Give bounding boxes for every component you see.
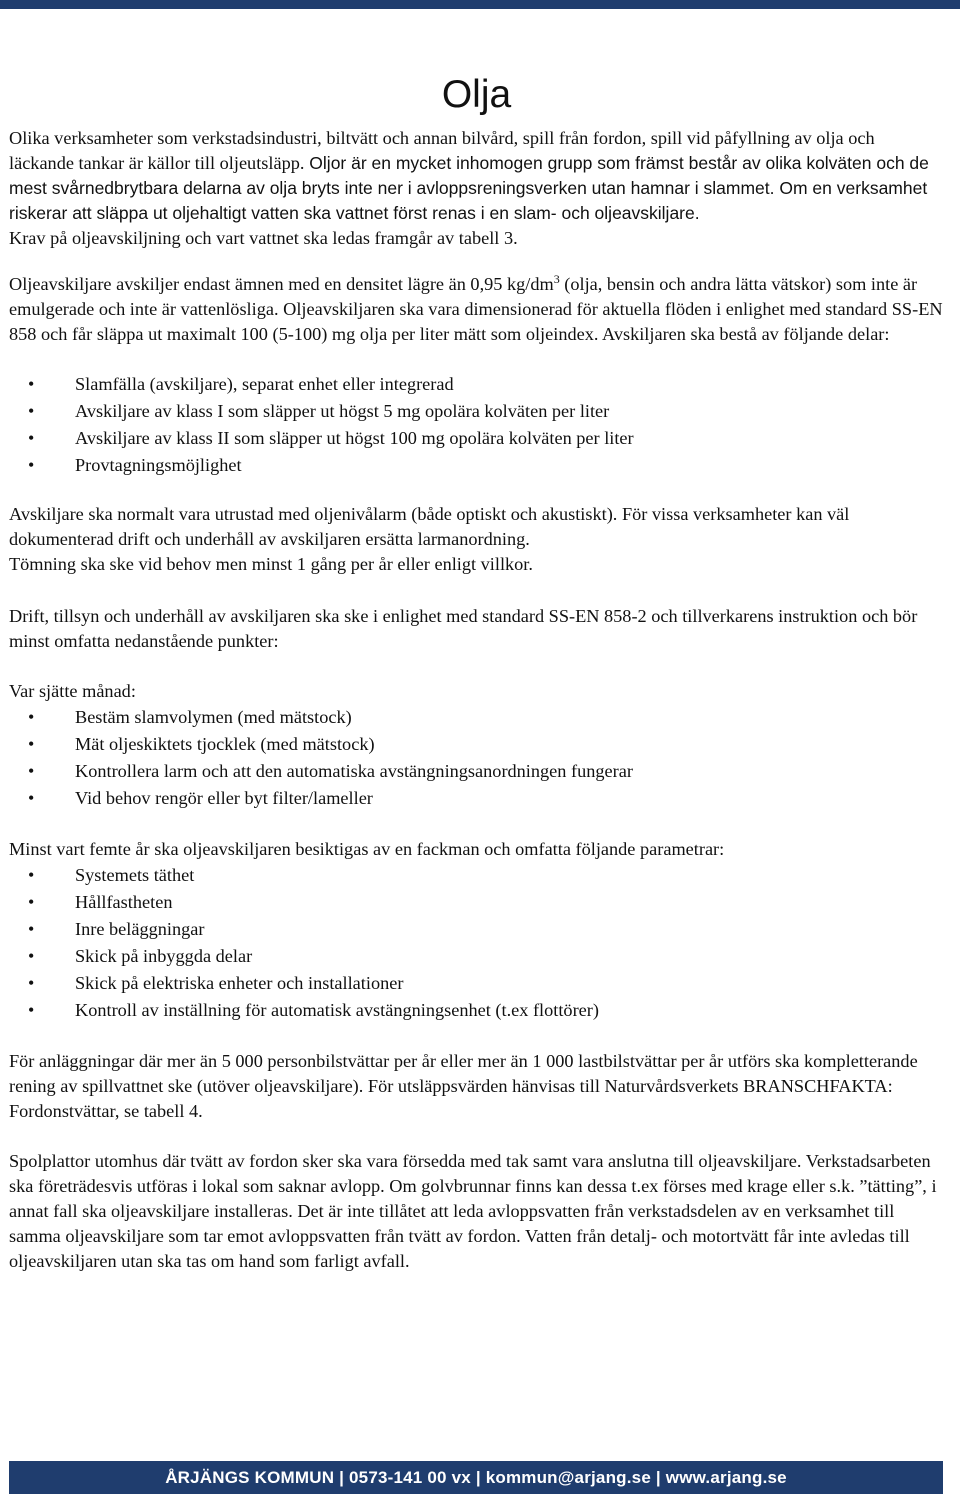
list-item: • Avskiljare av klass II som släpper ut högst 100 mg opolära kolväten per liter	[9, 425, 944, 452]
footer-text: ÅRJÄNGS KOMMUN | 0573-141 00 vx | kommun@arjang.se | www.arjang.se	[165, 1467, 787, 1487]
maintenance-paragraph: Drift, tillsyn och underhåll av avskiljaren ska ske i enlighet med standard SS-EN 858-2 och tillverkarens instruktion och bör minst omfatta nedanstående punkter:	[9, 606, 918, 651]
parts-list	[9, 371, 944, 479]
separator-superscript: 3	[553, 271, 560, 286]
list-item: • Kontroll av inställning för automatisk avstängningsenhet (t.ex flottörer)	[9, 997, 944, 1024]
list-item: • Kontrollera larm och att den automatiska avstängningsanordningen fungerar	[9, 758, 944, 785]
list-item: • Skick på elektriska enheter och installationer	[9, 970, 944, 997]
footer-bar	[9, 1461, 943, 1494]
outdoor-paragraph: Spolplattor utomhus där tvätt av fordon sker ska vara försedda med tak samt vara anslutna till oljeavskiljare. Verkstadsarbeten ska företrädesvis utföras i lokal som saknar avlopp. Om golvbrunnar finns kan dessa t.ex förses med krage eller s.k. ”tätting”, i annat fall ska oljeavskiljare installeras. Det är inte tillåtet att leda avloppsvatten från verkstadsdelen av en verksamhet till samma oljeavskiljare som tar emot avloppsvatten från tvätt av fordon. Vatten från detalj- och motortvätt får inte avledas till oljeavskiljaren utan ska tas om hand som farligt avfall.	[9, 1151, 937, 1271]
list-item: • Systemets täthet	[9, 862, 944, 889]
intro-text-1: Olika verksamheter som verkstadsindustri, biltvätt och annan bilvård, spill från fordon, spill vid påfyllning av olja och läckande tankar är källor till oljeutsläpp.	[9, 128, 875, 173]
emptying-text: Tömning ska ske vid behov men minst 1 gång per år eller enligt villkor.	[9, 554, 533, 574]
list-item: • Vid behov rengör eller byt filter/lameller	[9, 785, 944, 812]
intro-text-2: Oljor är en mycket inhomogen grupp som främst består av olika kolväten och de mest svårnedbrytbara delarna av olja bryts inte ner i avloppsreningsverken utan hamnar i slammet.	[9, 153, 929, 198]
list-item: • Provtagningsmöjlighet	[9, 452, 944, 479]
alarm-paragraph	[9, 502, 944, 577]
carwash-paragraph: För anläggningar där mer än 5 000 personbilstvättar per år eller mer än 1 000 lastbilstvättar per år utförs ska kompletterande rening av spillvattnet ske (utöver oljeavskiljare). För utsläppsvärden hänvisas till Naturvårdsverkets BRANSCHFAKTA: Fordonstvättar, se tabell 4.	[9, 1051, 918, 1121]
separator-text-b: (olja, bensin och andra lätta vätskor) som inte är emulgerade och inte är vattenlösliga. Oljeavskiljaren ska vara dimensionerad för aktuella flöden i enlighet med standard SS-EN 858 och får släppa ut maximalt 100 (5-100) mg olja per liter mätt som oljeindex. Avskiljaren ska bestå av följande delar:	[9, 274, 943, 344]
list-item: • Mät oljeskiktets tjocklek (med mätstock)	[9, 731, 944, 758]
list-item: • Bestäm slamvolymen (med mätstock)	[9, 704, 944, 731]
separator-text-a: Oljeavskiljare avskiljer endast ämnen med en densitet lägre än 0,95 kg/dm	[9, 274, 554, 294]
alarm-text: Avskiljare ska normalt vara utrustad med oljenivålarm (både optiskt och akustiskt). För vissa verksamheter kan väl dokumenterad drift och underhåll av avskiljaren ersätta larmanordning.	[9, 504, 850, 549]
intro-paragraph	[9, 126, 944, 251]
list-item: • Hållfastheten	[9, 889, 944, 916]
page-title: Olja	[441, 73, 512, 116]
five-years-list	[9, 862, 944, 1024]
list-item: • Slamfälla (avskiljare), separat enhet eller integrerad	[9, 371, 944, 398]
top-accent-bar	[0, 0, 960, 9]
list-item: • Inre beläggningar	[9, 916, 944, 943]
separator-paragraph	[9, 272, 944, 347]
six-months-heading: Var sjätte månad:	[9, 681, 136, 701]
six-months-list	[9, 704, 944, 812]
five-years-heading: Minst vart femte år ska oljeavskiljaren besiktigas av en fackman och omfatta följande parametrar:	[9, 839, 725, 859]
intro-text-4: Krav på oljeavskiljning och vart vattnet ska ledas framgår av tabell 3.	[9, 228, 518, 248]
list-item: • Skick på inbyggda delar	[9, 943, 944, 970]
list-item: • Avskiljare av klass I som släpper ut högst 5 mg opolära kolväten per liter	[9, 398, 944, 425]
document-page	[9, 72, 944, 1274]
intro-text-3: Om en verksamhet riskerar att släppa ut oljehaltigt vatten ska vattnet först renas i en slam- och oljeavskiljare.	[9, 178, 928, 223]
